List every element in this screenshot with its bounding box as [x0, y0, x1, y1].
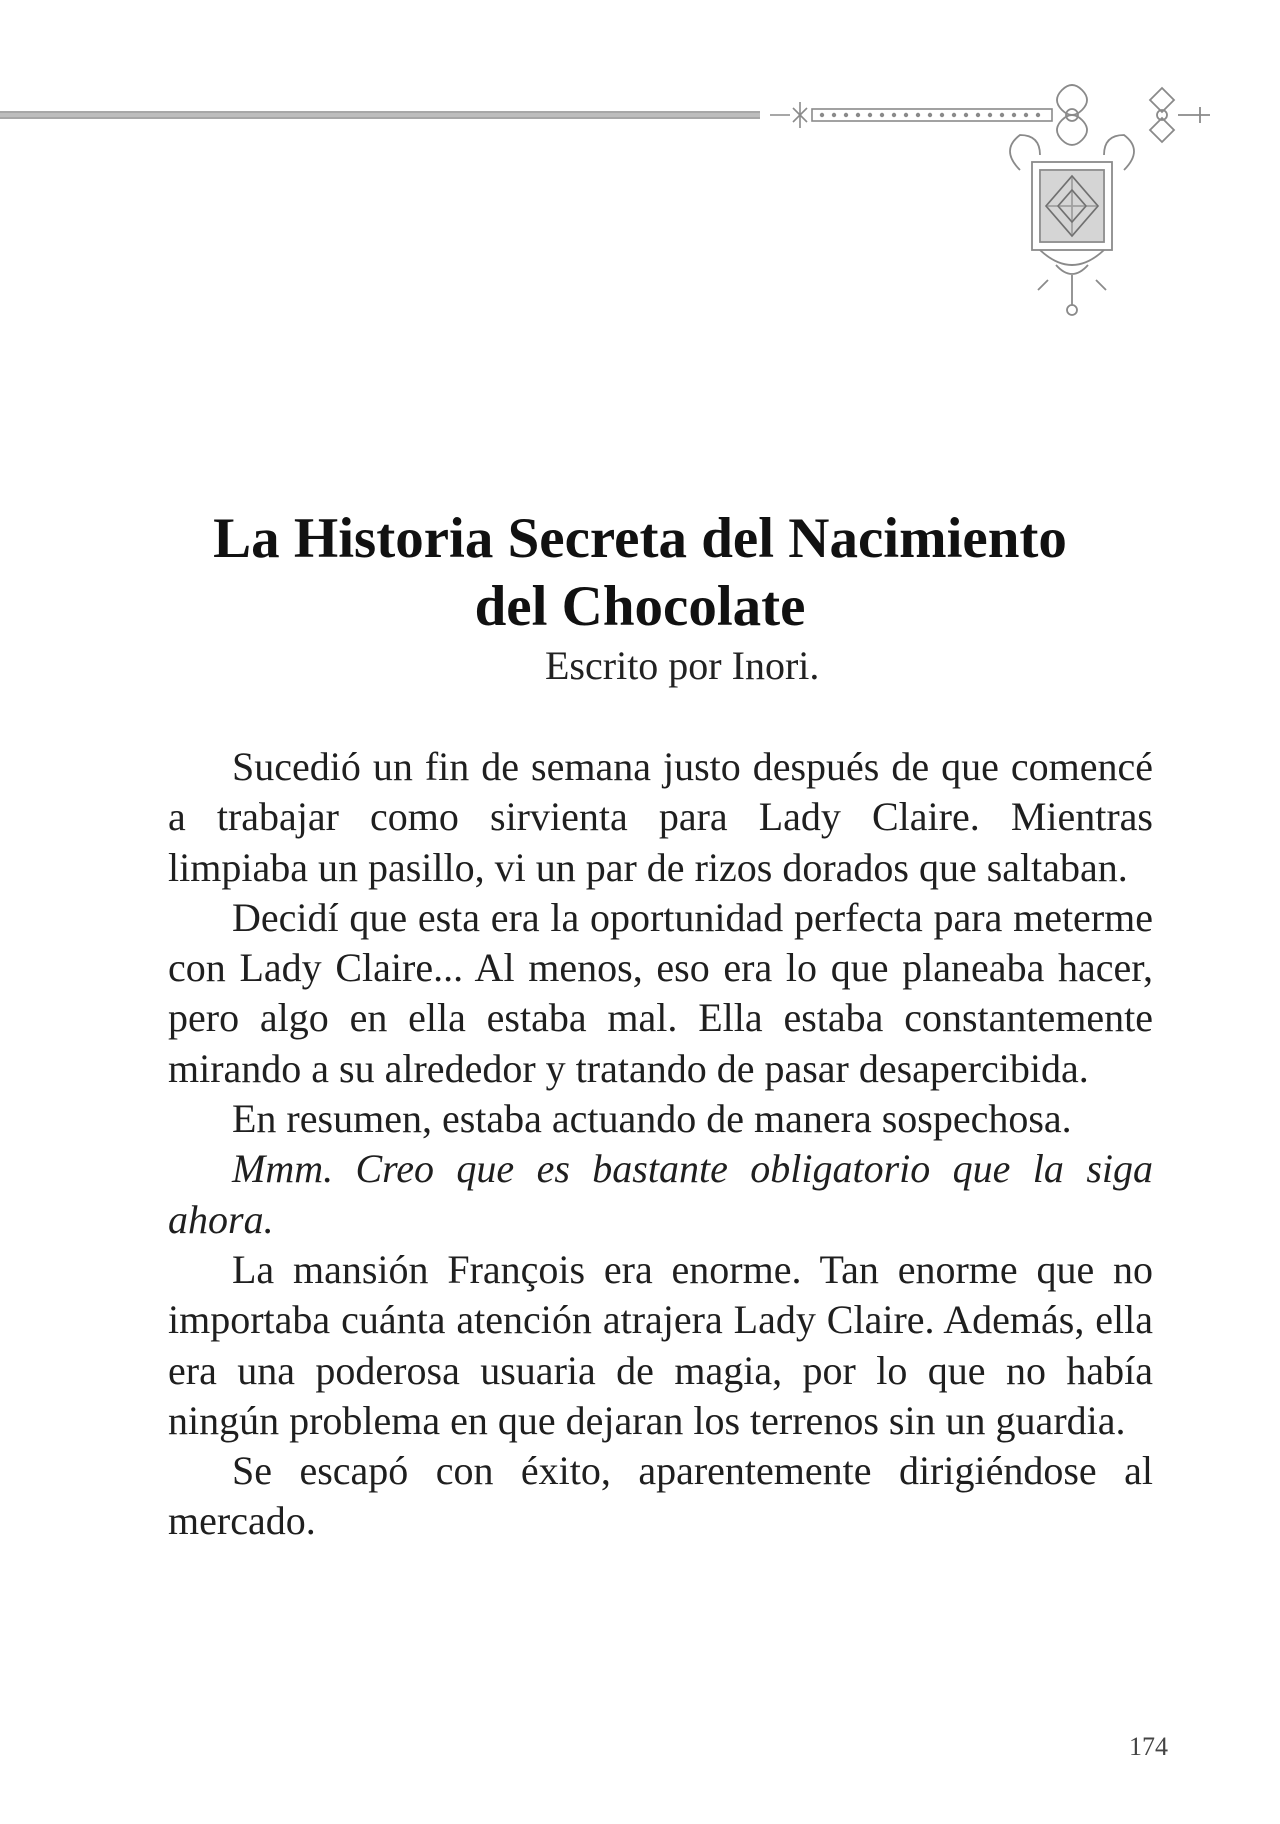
- chapter-title-line-1: La Historia Secreta del Nacimiento: [213, 507, 1067, 570]
- paragraph: Se escapó con éxito, aparentemente dirigiéndose al mercado.: [168, 1448, 1153, 1544]
- chapter-title-line-2: del Chocolate: [474, 575, 806, 638]
- body-text: [168, 742, 1153, 1547]
- decorative-header-ornament: [0, 80, 1220, 320]
- paragraph: Decidí que esta era la oportunidad perfecta para meterme con Lady Claire... Al menos, eso era lo que planeaba hacer, pero algo en ella estaba mal. Ella estaba constantemente mirando a su alrededor y tratando de pasar desapercibida.: [168, 894, 1153, 1091]
- paragraph: Sucedió un fin de semana justo después de que comencé a trabajar como sirvienta para Lady Claire. Mientras limpiaba un pasillo, vi un par de rizos dorados que saltaban.: [168, 744, 1153, 890]
- page-number: 174: [1129, 1732, 1168, 1761]
- paragraph: La mansión François era enorme. Tan enorme que no importaba cuánta atención atrajera Lady Claire. Además, ella era una poderosa usuaria de magia, por lo que no había ningún problema en que dejaran los terrenos sin un guardia.: [168, 1246, 1153, 1443]
- author-byline: Escrito por Inori.: [545, 643, 820, 688]
- paragraph: En resumen, estaba actuando de manera sospechosa.: [232, 1096, 1072, 1142]
- paragraph-italic-thought: Mmm. Creo que es bastante obligatorio que la siga ahora.: [168, 1146, 1153, 1242]
- chapter-title: [140, 505, 1140, 641]
